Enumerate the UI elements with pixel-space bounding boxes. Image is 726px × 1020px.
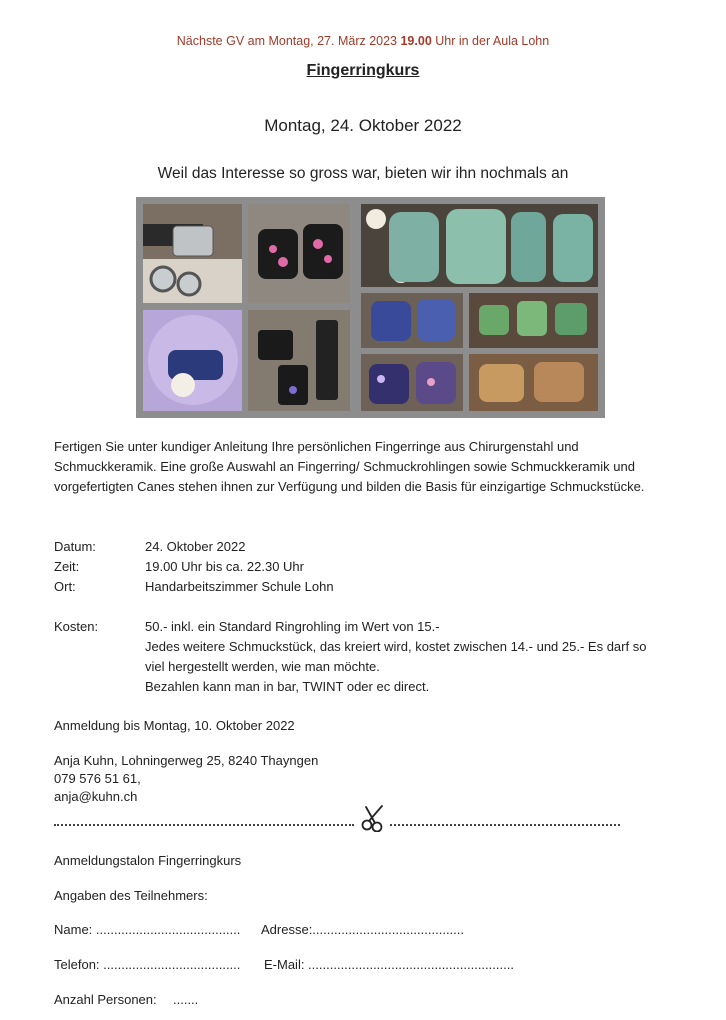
page-title: Fingerringkurs	[306, 62, 420, 79]
cut-line-left	[54, 814, 354, 826]
subtitle: Weil das Interesse so gross war, bieten wir ihn nochmals an	[157, 165, 569, 182]
intro-text: Fertigen Sie unter kundiger Anleitung Ihre persönlichen Fingerringe aus Chirurgenstahl und Schmuckkeramik. Eine große Auswahl an Fingerring/ Schmuckrohlingen sowie Schmuckkeramik und vorgefertigten Canes stehen ihnen zur Verfügung und bilden die Basis für einzigartige Schmuckstücke.	[54, 439, 645, 494]
form-participant-heading: Angaben des Teilnehmers:	[54, 888, 208, 903]
ring-photo-collage	[136, 197, 605, 418]
photo-steel-ring-black	[143, 204, 242, 303]
kosten-line-4: Bezahlen kann man in bar, TWINT oder ec direct.	[145, 679, 430, 694]
photo-green-rings	[469, 293, 598, 348]
address-field[interactable]: Adresse:..........................................	[261, 922, 464, 937]
course-date: Montag, 24. Oktober 2022	[264, 116, 462, 135]
kosten-label: Kosten:	[54, 619, 99, 634]
kosten-line-2: Jedes weitere Schmuckstück, das kreiert wird, kostet zwischen 14.- und 25.- Es darf so	[145, 639, 647, 654]
datum-label: Datum:	[54, 539, 96, 554]
photo-blue-rings	[361, 293, 463, 348]
email-field[interactable]: E-Mail: .........................................................	[264, 957, 514, 972]
scissors-icon	[358, 804, 388, 832]
phone-field[interactable]: Telefon: ......................................	[54, 957, 241, 972]
photo-flower-ring	[143, 310, 242, 411]
gv-notice: Nächste GV am Montag, 27. März 2023 19.00 Uhr in der Aula Lohn	[176, 34, 550, 48]
name-field[interactable]: Name: ........................................	[54, 922, 241, 937]
contact-email[interactable]: anja@kuhn.ch	[54, 789, 138, 804]
photo-wood-rings	[469, 354, 598, 411]
contact-phone: 079 576 51 61,	[54, 771, 141, 786]
form-title: Anmeldungstalon Fingerringkurs	[54, 853, 242, 868]
ort-label: Ort:	[54, 579, 76, 594]
photo-dotted-rings	[361, 354, 463, 411]
photo-black-rings-pink	[248, 204, 350, 303]
kosten-line-1: 50.- inkl. ein Standard Ringrohling im Wert von 15.-	[145, 619, 440, 634]
contact-name: Anja Kuhn, Lohningerweg 25, 8240 Thayngen	[54, 753, 319, 768]
persons-field[interactable]: .......	[173, 992, 199, 1007]
photo-mokume-rings	[361, 204, 598, 287]
kosten-line-3: viel hergestellt werden, wie man möchte.	[145, 659, 380, 674]
zeit-value: 19.00 Uhr bis ca. 22.30 Uhr	[145, 559, 304, 574]
photo-black-pendants	[248, 310, 350, 411]
ort-value: Handarbeitszimmer Schule Lohn	[145, 579, 334, 594]
datum-value: 24. Oktober 2022	[145, 539, 246, 554]
cut-line	[54, 808, 620, 832]
registration-deadline: Anmeldung bis Montag, 10. Oktober 2022	[54, 718, 295, 733]
persons-label: Anzahl Personen:	[54, 992, 157, 1007]
cut-line-right	[390, 814, 620, 826]
zeit-label: Zeit:	[54, 559, 80, 574]
